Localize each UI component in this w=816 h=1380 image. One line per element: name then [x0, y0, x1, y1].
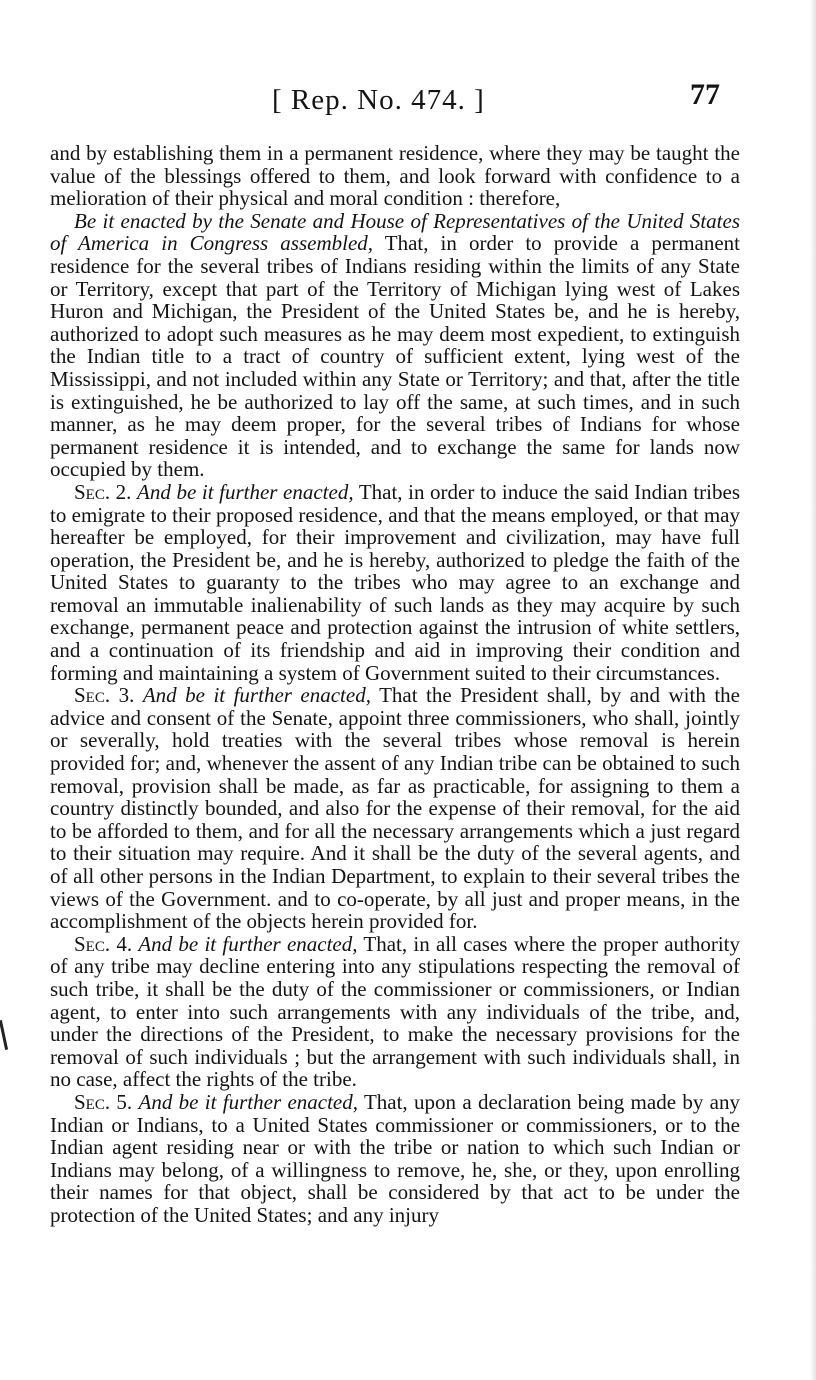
section-text: That, upon a declaration being made by any Indian or Indians, to a United States commissioner or commissioners, or to the Indian agent residing near or with the tribe or nation to which such Indian or Indians may belong, of a willingness to remove, he, she, or they, upon enrolling their names for that object, shall be considered by that act to be under the protection of the United States; and any injury: [50, 1089, 740, 1227]
section-text: That the President shall, by and with the advice and consent of the Senate, appoint three commissioners, who shall, jointly or severally, hold treaties with the several tribes whose removal is herein provided for; and, whenever the assent of any Indian tribe can be obtained to such removal, provision shall be made, as far as practicable, for assigning to them a country distinctly bounded, and also for the expense of their removal, for the aid to be afforded to them, and for all the necessary arrangements which a just regard to their situation may require. And it shall be the duty of the several agents, and of all other persons in the Indian Department, to explain to their several tribes the views of the Government. and to co-operate, by all just and proper means, in the accomplishment of the objects herein provided for.: [50, 683, 740, 934]
section-label: Sec. 2.: [74, 479, 132, 504]
section-text: That, in order to induce the said Indian tribes to emigrate to their proposed residence, and that the means employed, or that may hereafter be employed, for their improvement and civilization, may have full operation, the President be, and he is hereby, authorized to pledge the faith of the United States to guaranty to the tribes who may agree to an exchange and removal an immutable inalienability of such lands as they may acquire by such exchange, permanent peace and protection against the intrusion of white settlers, and a continuation of its friendship and aid in improving their condition and forming and maintaining a system of Government suited to their circumstances.: [50, 479, 740, 685]
page-header: [0, 78, 816, 124]
section-clause: And be it further enacted,: [138, 931, 358, 956]
enacting-clause: Be it enacted by the Senate and House of Representatives of the United States of America in Congress assembled,: [50, 208, 740, 256]
section-3-paragraph: [50, 684, 740, 933]
margin-mark: [0, 1020, 8, 1050]
section-clause: And be it further enacted,: [137, 479, 354, 504]
section-text: That, in all cases where the proper authority of any tribe may decline entering into any stipulations respecting the removal of such tribe, it shall be the duty of the commissioner or commissioners, or Indian agent, to enter into such arrangements with any individuals of the tribe, and, under the directions of the President, to make the necessary provisions for the removal of such individuals ; but the arrangement with such individuals shall, in no case, affect the rights of the tribe.: [50, 931, 741, 1092]
body-text: [50, 142, 740, 1227]
enacting-text: That, in order to provide a permanent residence for the several tribes of Indians residing within the limits of any State or Territory, except that part of the Territory of Michigan lying west of Lakes Huron and Michigan, the President of the United States be, and he is hereby, authorized to adopt such measures as he may deem most expedient, to extinguish the Indian title to a tract of country of sufficient extent, lying west of the Mississippi, and not included within any State or Territory; and that, after the title is extinguished, he be authorized to lay off the same, at such times, and in such manner, as he may deem proper, for the several tribes of Indians for whose permanent residence it is intended, and to exchange the same for lands now occupied by them.: [50, 231, 741, 482]
section-5-paragraph: [50, 1091, 740, 1227]
enacting-paragraph: [50, 210, 740, 481]
section-label: Sec. 5.: [74, 1089, 133, 1114]
intro-paragraph: and by establishing them in a permanent residence, where they may be taught the value of the blessings offered to them, and look forward with confidence to a melioration of their physical and moral condition : therefore,: [50, 141, 740, 211]
section-2-paragraph: [50, 481, 740, 684]
section-clause: And be it further enacted,: [138, 1089, 358, 1114]
section-label: Sec. 4.: [74, 931, 133, 956]
section-label: Sec. 3.: [74, 683, 135, 708]
section-4-paragraph: [50, 933, 740, 1091]
page-number: 77: [690, 78, 720, 111]
page-edge-shadow: [810, 0, 816, 1380]
section-clause: And be it further enacted,: [142, 683, 371, 708]
running-head: [ Rep. No. 474. ]: [272, 84, 485, 116]
